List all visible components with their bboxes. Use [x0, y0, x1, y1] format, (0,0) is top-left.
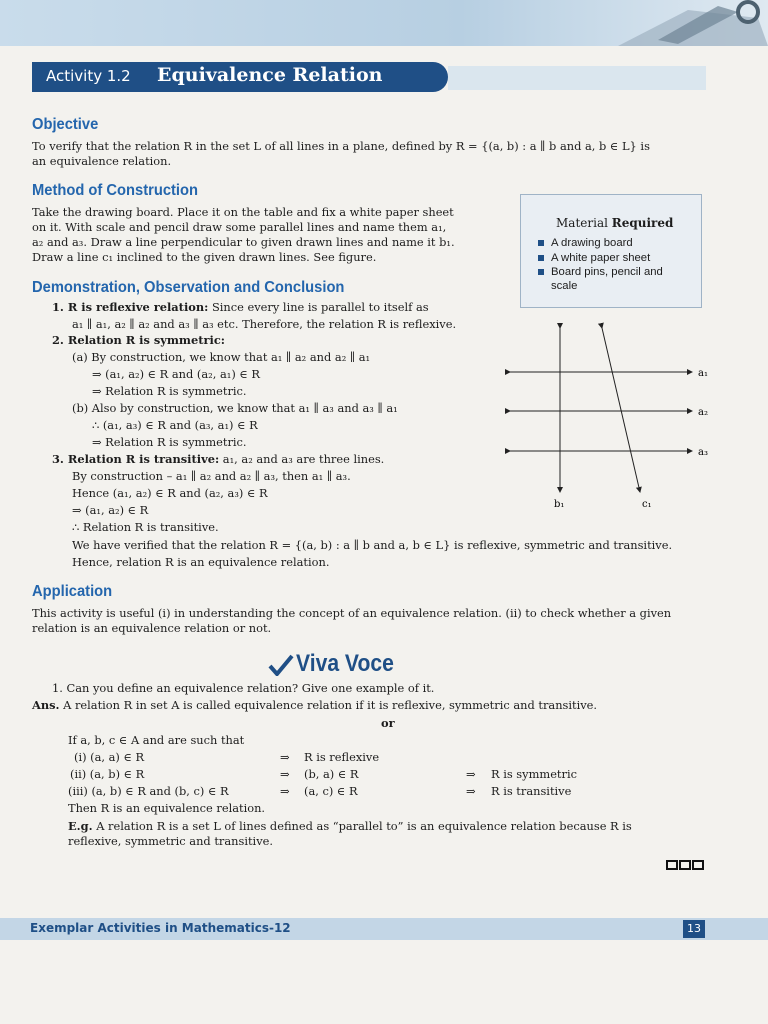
viva-question-1: 1. Can you define an equivalence relation? Give one example of it. — [52, 681, 435, 695]
viva-row-3-col-2: ⇒ — [280, 784, 290, 798]
reflexive-label: 1. R is reflexive relation: — [52, 300, 209, 314]
line-c1 — [602, 328, 640, 492]
answer-text: A relation R in set A is called equivalence relation if it is reflexive, symmetric and transitive. — [59, 698, 598, 712]
symmetric-b-step1: ∴ (a₁, a₃) ∈ R and (a₃, a₁) ∈ R — [92, 418, 258, 432]
viva-row-1-col-2: ⇒ — [280, 750, 290, 764]
viva-row-3-col-5: R is transitive — [491, 784, 572, 798]
page-number: 13 — [683, 920, 705, 938]
material-item-continuation: scale — [551, 280, 578, 292]
answer-label: Ans. — [32, 698, 60, 712]
construction-line: on it. With scale and pencil draw some parallel lines and name them a₁, — [32, 220, 447, 234]
parallel-lines-figure — [500, 320, 720, 520]
transitive-line-4: ∴ Relation R is transitive. — [72, 520, 219, 534]
transitive-line-2: Hence (a₁, a₂) ∈ R and (a₂, a₃) ∈ R — [72, 486, 268, 500]
reflexive-line-2: a₁ ∥ a₁, a₂ ∥ a₂ and a₃ ∥ a₃ etc. Therefore, the relation R is reflexive. — [72, 317, 457, 331]
if-line: If a, b, c ∈ A and are such that — [68, 733, 245, 747]
label-c1: c₁ — [642, 499, 652, 510]
transitive-line-3: ⇒ (a₁, a₂) ∈ R — [72, 503, 149, 517]
symmetric-a-step2: ⇒ Relation R is symmetric. — [92, 384, 247, 398]
example-text: A relation R is a set L of lines defined as “parallel to” is an equivalence relation because R is — [92, 819, 632, 833]
objective-line-1: To verify that the relation R in the set L of all lines in a plane, defined by R = {(a, b) : a ∥ b and a, b ∈ L} is — [32, 139, 650, 153]
symmetric-label: 2. Relation R is symmetric: — [52, 333, 225, 347]
reflexive-text: Since every line is parallel to itself as — [208, 300, 429, 314]
material-list — [538, 236, 688, 280]
transitive-text: a₁, a₂ and a₃ are three lines. — [219, 452, 385, 466]
label-a3: a₃ — [698, 447, 708, 458]
footer-book-title: Exemplar Activities in Mathematics-12 — [30, 921, 291, 935]
viva-row-3-col-4: ⇒ — [466, 784, 476, 798]
material-item: A drawing board — [538, 236, 688, 251]
activity-label: Activity 1.2 — [46, 67, 131, 85]
example-line-1 — [68, 819, 632, 834]
viva-row-2-col-3: (b, a) ∈ R — [304, 767, 359, 781]
symmetric-a: (a) By construction, we know that a₁ ∥ a₂ and a₂ ∥ a₁ — [72, 350, 371, 364]
label-a2: a₂ — [698, 407, 708, 418]
construction-heading: Method of Construction — [32, 182, 198, 199]
symmetric-b: (b) Also by construction, we know that a₁ ∥ a₃ and a₃ ∥ a₁ — [72, 401, 398, 415]
viva-row-3-col-1: (iii) (a, b) ∈ R and (b, c) ∈ R — [68, 784, 229, 798]
viva-voce-heading: Viva Voce — [296, 650, 394, 677]
demonstration-item-3 — [52, 452, 384, 467]
label-b1: b₁ — [554, 499, 565, 510]
material-item: Board pins, pencil and — [538, 265, 688, 280]
conclusion-line-1: We have verified that the relation R = {(a, b) : a ∥ b and a, b ∈ L} is reflexive, symmetric and transitive. — [72, 538, 673, 552]
material-title-bold: Required — [611, 216, 674, 230]
viva-row-2-col-4: ⇒ — [466, 767, 476, 781]
material-title — [556, 216, 673, 230]
activity-title: Equivalence Relation — [157, 64, 383, 86]
viva-row-1-col-3: R is reflexive — [304, 750, 380, 764]
application-heading: Application — [32, 583, 113, 600]
transitive-line-1: By construction – a₁ ∥ a₂ and a₂ ∥ a₃, then a₁ ∥ a₃. — [72, 469, 351, 483]
construction-text — [32, 205, 512, 265]
construction-line: Draw a line c₁ inclined to the given drawn lines. See figure. — [32, 250, 377, 264]
label-a1: a₁ — [698, 368, 708, 379]
example-line-2: reflexive, symmetric and transitive. — [68, 834, 273, 848]
objective-heading: Objective — [32, 116, 99, 133]
then-line: Then R is an equivalence relation. — [68, 801, 266, 815]
viva-row-2-col-1: (ii) (a, b) ∈ R — [70, 767, 145, 781]
application-line-2: relation is an equivalence relation or not. — [32, 621, 272, 635]
construction-line: a₂ and a₃. Draw a line perpendicular to given drawn lines and name it b₁. — [32, 235, 455, 249]
material-item: A white paper sheet — [538, 251, 688, 266]
viva-row-1-col-1: (i) (a, a) ∈ R — [74, 750, 145, 764]
viva-row-2-col-5: R is symmetric — [491, 767, 577, 781]
construction-line: Take the drawing board. Place it on the table and fix a white paper sheet — [32, 205, 454, 219]
checkmark-icon — [268, 654, 294, 676]
viva-row-3-col-3: (a, c) ∈ R — [304, 784, 358, 798]
symmetric-a-step1: ⇒ (a₁, a₂) ∈ R and (a₂, a₁) ∈ R — [92, 367, 261, 381]
viva-row-2-col-2: ⇒ — [280, 767, 290, 781]
symmetric-b-step2: ⇒ Relation R is symmetric. — [92, 435, 247, 449]
objective-line-2: an equivalence relation. — [32, 154, 172, 168]
end-marker-boxes — [666, 860, 704, 870]
transitive-label: 3. Relation R is transitive: — [52, 452, 220, 466]
material-title-plain: Material — [556, 216, 612, 230]
conclusion-line-2: Hence, relation R is an equivalence relation. — [72, 555, 330, 569]
application-line-1: This activity is useful (i) in understanding the concept of an equivalence relation. (ii) to check whether a given — [32, 606, 672, 620]
drawing-tools-decoration — [598, 0, 768, 46]
title-bar-ghost — [448, 66, 706, 90]
demonstration-heading: Demonstration, Observation and Conclusion — [32, 279, 345, 296]
or-separator: or — [381, 716, 395, 730]
example-label: E.g. — [68, 819, 93, 833]
demonstration-item-1 — [52, 300, 512, 315]
viva-answer — [32, 698, 597, 713]
